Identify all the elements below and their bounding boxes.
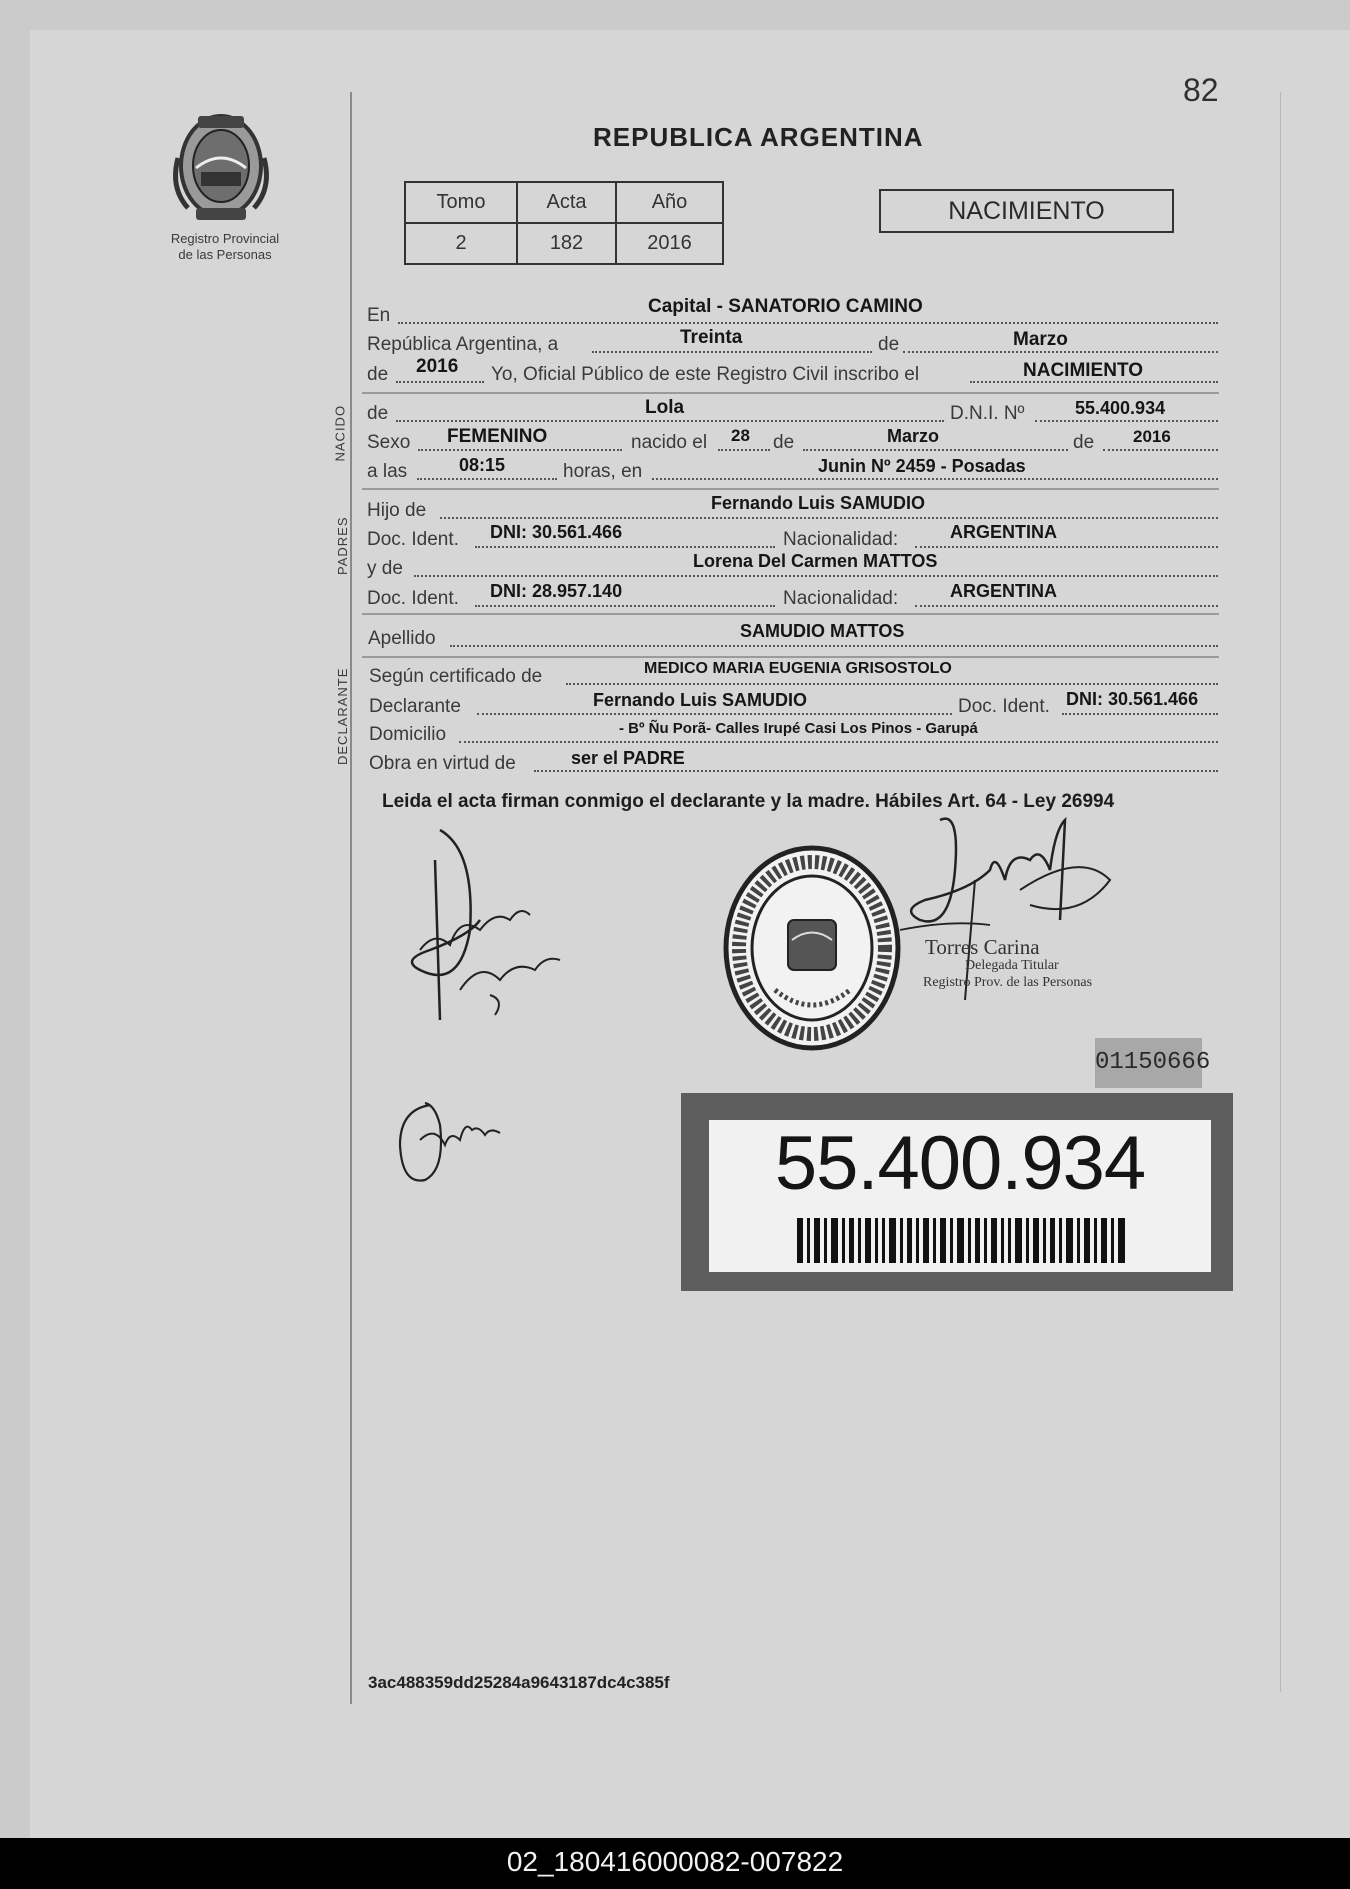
de-label: de [1073, 432, 1095, 453]
barcode-icon [797, 1218, 1127, 1263]
right-margin-rule [1280, 92, 1281, 1692]
name-value: Lola [645, 397, 685, 418]
section-separator [362, 488, 1219, 490]
dotted-line [803, 449, 1068, 451]
time-value: 08:15 [459, 455, 506, 475]
dotted-line [396, 420, 944, 422]
ano-value: 2016 [616, 223, 723, 264]
apellido-label: Apellido [368, 628, 436, 649]
declarant-doc-value: DNI: 30.561.466 [1066, 689, 1199, 709]
control-number: 01150666 [1095, 1038, 1202, 1088]
sexo-label: Sexo [367, 432, 411, 453]
birth-place-value: Junin Nº 2459 - Posadas [818, 456, 1026, 476]
dotted-line [459, 741, 1218, 743]
document-hash: 3ac488359dd25284a9643187dc4c385f [368, 1673, 670, 1692]
sexo-value: FEMENINO [447, 426, 548, 447]
dni-value: 55.400.934 [1075, 398, 1166, 418]
dotted-line [1035, 420, 1218, 422]
nacido-section-label: NACIDO [332, 404, 348, 462]
officer-registry: Registro Prov. de las Personas [923, 975, 1093, 990]
nacido-el-label: nacido el [631, 432, 708, 453]
event-value: NACIMIENTO [1023, 360, 1143, 381]
declarante-label: Declarante [369, 696, 461, 717]
dotted-line [475, 605, 775, 607]
officer-name: Torres Carina [925, 935, 1040, 959]
dotted-line [915, 605, 1218, 607]
mother-value: Lorena Del Carmen MATTOS [693, 551, 938, 571]
doc-ident-label: Doc. Ident. [367, 529, 459, 550]
dotted-line [1103, 449, 1218, 451]
father-value: Fernando Luis SAMUDIO [711, 493, 926, 513]
declarante-section-label: DECLARANTE [335, 667, 350, 765]
dotted-line [903, 351, 1218, 353]
dotted-line [396, 381, 484, 383]
mother-nationality-value: ARGENTINA [950, 581, 1057, 601]
barcode-sticker [681, 1093, 1233, 1291]
doc-ident-label: Doc. Ident. [367, 588, 459, 609]
left-margin-rule [350, 92, 352, 1704]
a-las-label: a las [367, 461, 408, 482]
footer-document-id: 02_180416000082-007822 [506, 1846, 844, 1877]
ano-header: Año [616, 182, 723, 223]
de-label: de [367, 403, 389, 424]
declarant-value: Fernando Luis SAMUDIO [593, 690, 808, 710]
dotted-line [414, 575, 1218, 577]
section-separator [362, 656, 1219, 658]
section-separator [362, 613, 1219, 615]
year-value: 2016 [416, 356, 459, 377]
official-seal [720, 840, 905, 1055]
nacionalidad-label: Nacionalidad: [783, 588, 899, 609]
declarant-signature [400, 820, 580, 1030]
registry-label [150, 231, 300, 263]
obra-value: ser el PADRE [571, 748, 685, 768]
birth-month-value: Marzo [887, 426, 940, 446]
barcode-number: 55.400.934 [774, 1121, 1146, 1206]
dotted-line [1062, 713, 1218, 715]
birth-day-value: 28 [731, 426, 750, 445]
dotted-line [398, 322, 1218, 324]
horas-label: horas, en [563, 461, 643, 482]
dotted-line [592, 351, 872, 353]
de-label: de [773, 432, 795, 453]
tomo-header: Tomo [405, 182, 517, 223]
acta-header: Acta [517, 182, 616, 223]
certificate-value: MEDICO MARIA EUGENIA GRISOSTOLO [644, 660, 952, 677]
dotted-line [566, 683, 1218, 685]
registry-label-line1: Registro Provincial [170, 231, 280, 246]
registry-label-line2: de las Personas [178, 247, 272, 262]
day-words-value: Treinta [680, 327, 743, 348]
father-doc-value: DNI: 30.561.466 [490, 522, 623, 542]
document-title: REPUBLICA ARGENTINA [593, 122, 924, 152]
dotted-line [418, 449, 622, 451]
place-value: Capital - SANATORIO CAMINO [648, 296, 923, 317]
dotted-line [417, 478, 557, 480]
dotted-line [450, 645, 1218, 647]
surname-value: SAMUDIO MATTOS [740, 621, 905, 641]
closing-statement: Leida el acta firman conmigo el declarante y la madre. Hábiles Art. 64 - Ley 26994 [382, 791, 1115, 812]
segun-label: Según certificado de [369, 666, 543, 687]
tomo-value: 2 [405, 223, 517, 264]
padres-section-label: PADRES [335, 516, 350, 575]
record-number-table [404, 181, 724, 265]
inscribo-text: Yo, Oficial Público de este Registro Civil inscribo el [491, 364, 920, 385]
officer-role: Delegada Titular [965, 958, 1059, 973]
province-emblem-icon [168, 108, 274, 228]
dotted-line [440, 517, 1218, 519]
doc-ident-label: Doc. Ident. [958, 696, 1050, 717]
barcode-label [709, 1120, 1211, 1272]
dotted-line [915, 546, 1218, 548]
acta-value: 182 [517, 223, 616, 264]
y-de-label: y de [367, 558, 403, 579]
de-label: de [878, 334, 900, 355]
address-value: - Bº Ñu Porã- Calles Irupé Casi Los Pinos - Garupá [619, 720, 978, 737]
republica-label: República Argentina, a [367, 334, 559, 355]
birth-year-value: 2016 [1133, 427, 1171, 446]
father-nationality-value: ARGENTINA [950, 522, 1057, 542]
domicilio-label: Domicilio [369, 724, 447, 745]
mother-signature [390, 1085, 510, 1195]
en-label: En [367, 305, 391, 326]
record-type-box: NACIMIENTO [879, 189, 1174, 233]
section-separator [362, 392, 1219, 394]
de-label: de [367, 364, 389, 385]
mother-doc-value: DNI: 28.957.140 [490, 581, 623, 601]
nacionalidad-label: Nacionalidad: [783, 529, 899, 550]
dni-label: D.N.I. Nº [950, 403, 1025, 424]
page-number: 82 [1183, 72, 1219, 108]
month-value: Marzo [1013, 329, 1068, 350]
hijo-de-label: Hijo de [367, 500, 427, 521]
dotted-line [475, 546, 775, 548]
dotted-line [652, 478, 1218, 480]
dotted-line [534, 770, 1218, 772]
dotted-line [718, 449, 770, 451]
obra-label: Obra en virtud de [369, 753, 516, 774]
dotted-line [477, 713, 952, 715]
